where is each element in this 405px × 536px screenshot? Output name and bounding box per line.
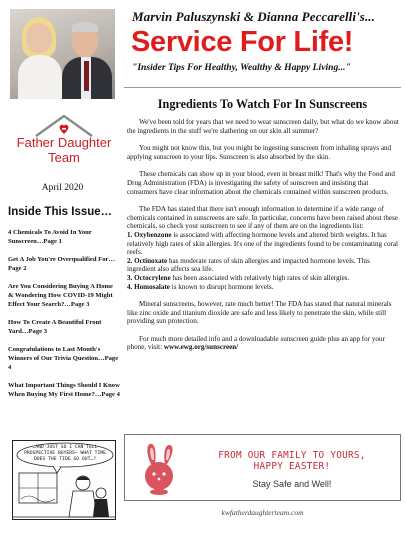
article-title: Ingredients To Watch For In Sunscreens xyxy=(157,97,368,111)
footer-website-link[interactable]: kwfatherdaughterteam.com xyxy=(221,508,304,517)
toc-item[interactable]: Are You Considering Buying A Home & Wondering How COVID-19 Might Effect Your Search?…Page 3 xyxy=(8,283,113,308)
father-daughter-team-logo xyxy=(14,110,114,170)
stay-safe-text: Stay Safe and Well! xyxy=(252,479,332,489)
ewg-link[interactable]: www.ewg.org/sunscreen/ xyxy=(163,343,239,352)
easter-wish-line2: HAPPY EASTER! xyxy=(253,461,331,472)
article-paragraph: Mineral sunscreens, however, rate much better! The FDA has stated that natural minerals like zinc oxide and titanium dioxide are safe and less likely to penetrate the skin, while still providing sun protection. xyxy=(127,300,392,326)
easter-wish xyxy=(187,450,397,472)
toc-item[interactable]: What Important Things Should I Know When Buying My First Home?…Page 4 xyxy=(8,382,120,398)
ingredient-name: 2. Octinoxate xyxy=(127,256,168,265)
article-paragraph: These chemicals can show up in your blood, even in breast milk! That's why the Food and Drug Administration (FDA) is investigating the safety of sunscreen and insisting that consumers have clear information about the chemicals contained within sunscreen products. xyxy=(127,170,395,196)
ingredient-item xyxy=(127,274,400,283)
article-paragraph: You might not know this, but you might be ingesting sunscreen from inhaling sprays and applying sunscreen to your lips. Sunscreen is also absorbed by the skin. xyxy=(127,144,392,161)
byline: Marvin Paluszynski & Dianna Peccarelli's... xyxy=(132,9,376,24)
ingredient-item xyxy=(127,283,400,292)
table-of-contents xyxy=(8,229,120,409)
photo-person-left-face xyxy=(26,23,52,53)
ingredient-name: 1. Oxybenzone xyxy=(127,230,172,239)
photo-person-right-hair xyxy=(72,22,98,32)
toc-item[interactable]: Congratulations to Last Month's Winners of Our Trivia Question…Page 4 xyxy=(8,346,119,371)
more-info-text: For much more detailed info and a downloadable sunscreen guide plus an app for your phone, visit: xyxy=(127,334,385,352)
ingredient-name: 3. Octocrylene xyxy=(127,273,171,282)
tagline: "Insider Tips For Healthy, Wealthy & Happy Living..." xyxy=(132,62,351,73)
logo-line2: Team xyxy=(48,150,80,165)
more-info-paragraph xyxy=(127,335,400,352)
agents-photo xyxy=(10,9,115,99)
masthead-title: Service For Life! xyxy=(131,26,354,58)
article-body xyxy=(127,118,400,361)
article-paragraph: We've been told for years that we need to wear sunscreen daily, but what do we know about the ingredients in the stuff we're slathering on our skin all summer? xyxy=(127,118,399,135)
photo-person-right-tie xyxy=(84,61,89,91)
cartoon-caption: …AND JUST SO I CAN TELL PROSPECTIVE BUYERS— WHAT TIME DOES THE TIDE GO OUT…? xyxy=(24,445,106,462)
ingredient-item xyxy=(127,257,400,274)
photo-person-left-body xyxy=(18,55,62,99)
article-paragraph: The FDA has stated that there isn't enough information to determine if a wide range of chemicals contained in sunscreens are safe. In particular, concerns have been raised about these chemicals, so check your sunscreen to see if any of them are on the ingredients list: xyxy=(127,205,398,231)
toc-item[interactable]: 4 Chemicals To Avoid In Your Sunscreen…Page 1 xyxy=(8,229,92,245)
issue-date: April 2020 xyxy=(41,183,84,193)
easter-greeting-box xyxy=(124,434,401,501)
easter-wish-line1: FROM OUR FAMILY TO YOURS, xyxy=(218,450,366,461)
toc-item[interactable]: How To Create A Beautiful Front Yard…Page 3 xyxy=(8,319,102,335)
bunny-icon xyxy=(139,442,179,496)
header-divider xyxy=(124,87,401,88)
ingredient-desc: is known to disrupt hormone levels. xyxy=(169,282,274,291)
ingredient-desc: has moderate rates of skin allergies and impacted hormone levels. This ingredient also affects sea life. xyxy=(127,256,370,274)
ingredient-desc: has been associated with relatively high rates of skin allergies. xyxy=(170,273,350,282)
toc-item[interactable]: Get A Job You're Overqualified For…Page 2 xyxy=(8,256,116,272)
logo-line1: Father Daughter xyxy=(16,135,112,150)
ingredient-name: 4. Homosalate xyxy=(127,282,170,291)
ingredient-list xyxy=(127,231,400,291)
comic-cartoon xyxy=(12,440,116,520)
inside-this-issue-heading: Inside This Issue… xyxy=(8,206,113,218)
ingredient-desc: is associated with affecting hormone levels and altered birth weights. It has relatively high rates of skin allergies. It's one of the ingredients found to be contaminating coral reefs. xyxy=(127,230,399,257)
ingredient-item xyxy=(127,231,400,257)
